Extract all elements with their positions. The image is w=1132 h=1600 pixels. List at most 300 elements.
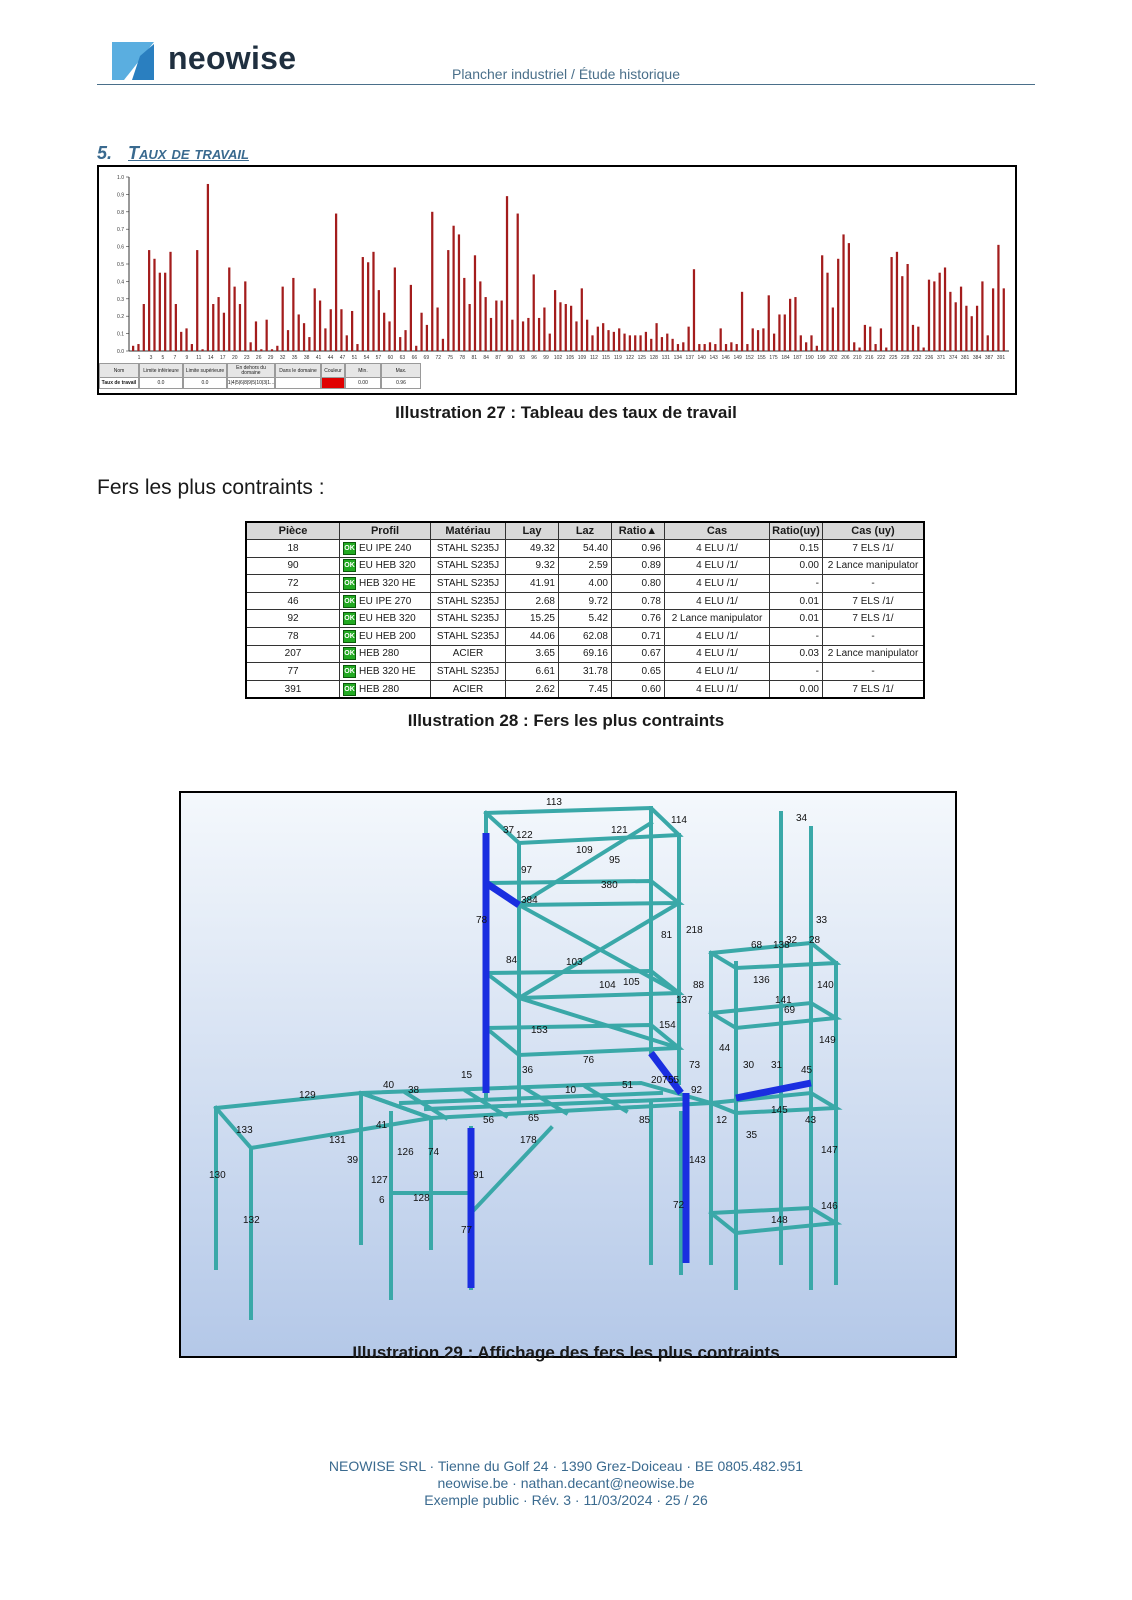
chart-bar (185, 328, 187, 351)
chart-bar (864, 325, 866, 351)
structure-3d-view (179, 791, 957, 1358)
table-header-cell[interactable]: Laz (559, 522, 612, 540)
table-cell: 4 ELU /1/ (665, 540, 770, 558)
chart-x-tick-label: 134 (673, 355, 682, 361)
header-subtitle: Plancher industriel / Étude historique (451, 66, 681, 82)
table-cell: OK EU HEB 320 (340, 610, 431, 628)
chart-bar (191, 344, 193, 351)
chart-x-tick-label: 232 (913, 355, 922, 361)
chart-bar (223, 313, 225, 351)
chart-bar (276, 346, 278, 351)
table-cell: 0.67 (612, 645, 665, 663)
table-row (246, 540, 924, 558)
chart-bar (928, 280, 930, 351)
table-cell: 7.45 (559, 680, 612, 698)
table-row (246, 680, 924, 698)
chart-x-tick-label: 225 (889, 355, 898, 361)
ok-status-icon: OK (343, 665, 356, 678)
table-cell: 2 Lance manipulator (665, 610, 770, 628)
legend-header-cell: Nom (99, 363, 139, 379)
member-id-label: 141 (775, 995, 792, 1006)
member-id-label: 73 (689, 1060, 701, 1071)
chart-bar (378, 290, 380, 351)
chart-bar (543, 308, 545, 352)
table-cell: - (823, 627, 925, 645)
chart-bar (282, 287, 284, 351)
member-id-label: 103 (566, 957, 583, 968)
header-divider (97, 84, 1035, 85)
table-cell: 4 ELU /1/ (665, 663, 770, 681)
chart-x-tick-label: 84 (483, 355, 489, 361)
chart-y-tick-label: 0.2 (117, 314, 124, 321)
member-id-label: 154 (659, 1020, 676, 1031)
member-id-label: 114 (671, 815, 687, 826)
table-cell: 5.42 (559, 610, 612, 628)
table-cell: STAHL S235J (431, 610, 506, 628)
chart-bar (244, 281, 246, 351)
chart-x-tick-label: 202 (829, 355, 838, 361)
table-cell: STAHL S235J (431, 627, 506, 645)
chart-x-tick-label: 3 (149, 355, 153, 361)
member-id-label: 55 (668, 1075, 680, 1086)
member-id-label: 380 (601, 880, 618, 891)
member-id-label: 145 (771, 1105, 788, 1116)
member-id-label: 69 (784, 1005, 796, 1016)
member-id-label: 122 (516, 830, 533, 841)
chart-bar (730, 342, 732, 351)
chart-bar (180, 332, 182, 351)
chart-bar (559, 302, 561, 351)
chart-bar (597, 327, 599, 351)
member-id-label: 218 (686, 925, 703, 936)
chart-x-tick-label: 206 (841, 355, 850, 361)
chart-x-tick-label: 381 (960, 355, 970, 361)
table-cell: OK HEB 320 HE (340, 575, 431, 593)
table-header-cell[interactable]: Pièce (246, 522, 340, 540)
chart-bar (736, 344, 738, 351)
table-cell: - (770, 627, 823, 645)
member-id-label: 143 (689, 1155, 706, 1166)
chart-y-tick-label: 0.1 (117, 331, 124, 338)
chart-x-tick-label: 38 (303, 355, 310, 361)
chart-bar (757, 330, 759, 351)
table-cell: 72 (246, 575, 340, 593)
table-cell: ACIER (431, 680, 506, 698)
chart-bar (987, 335, 989, 351)
member-id-label: 384 (521, 895, 538, 906)
member-id-label: 128 (413, 1193, 430, 1204)
chart-x-tick-label: 125 (637, 355, 647, 361)
chart-x-tick-label: 236 (925, 355, 934, 361)
chart-x-tick-label: 23 (243, 355, 250, 361)
chart-bar (314, 288, 316, 351)
chart-x-tick-label: 140 (697, 355, 706, 361)
chart-x-tick-label: 63 (399, 355, 406, 361)
chart-bar (485, 297, 487, 351)
table-cell: OK EU IPE 270 (340, 592, 431, 610)
member-id-label: 45 (801, 1065, 813, 1076)
member-id-label: 84 (506, 955, 518, 966)
chart-bar (260, 349, 262, 351)
chart-x-tick-label: 155 (757, 355, 766, 361)
table-cell: 69.16 (559, 645, 612, 663)
member-id-label: 153 (531, 1025, 548, 1036)
chart-bar (420, 313, 422, 351)
member-id-label: 95 (609, 855, 621, 866)
model-canvas (181, 793, 955, 1356)
chart-bar (479, 281, 481, 351)
member-id-label: 148 (771, 1215, 788, 1226)
member-id-label: 137 (676, 995, 693, 1006)
chart-bar (581, 288, 583, 351)
member-id-label: 140 (817, 980, 834, 991)
table-header-cell[interactable]: Matériau (431, 522, 506, 540)
chart-x-tick-label: 75 (447, 355, 454, 361)
chart-bar (549, 334, 551, 351)
chart-bar (340, 309, 342, 351)
chart-bar (474, 255, 476, 351)
chart-bar (367, 262, 369, 351)
chart-x-tick-label: 11 (196, 355, 202, 361)
chart-bar (704, 344, 706, 351)
stressed-members-table (245, 521, 925, 699)
chart-bar (554, 290, 556, 351)
chart-x-tick-label: 78 (459, 355, 466, 361)
ok-status-icon: OK (343, 612, 356, 625)
chart-bar (992, 288, 994, 351)
member-id-label: 28 (809, 935, 821, 946)
table-cell: STAHL S235J (431, 592, 506, 610)
table-cell: 41.91 (506, 575, 559, 593)
legend-header-cell: Dans le domaine (275, 363, 321, 379)
chart-bar (250, 342, 252, 351)
table-cell: 0.03 (770, 645, 823, 663)
chart-x-tick-label: 5 (161, 355, 165, 361)
member-id-label: 44 (719, 1043, 731, 1054)
chart-x-tick-label: 190 (805, 355, 814, 361)
chart-canvas (99, 167, 1015, 393)
chart-x-tick-label: 391 (996, 355, 1006, 361)
chart-bar (912, 325, 914, 351)
table-cell: 90 (246, 557, 340, 575)
table-header-cell[interactable]: Cas (665, 522, 770, 540)
member-id-label: 113 (546, 797, 562, 808)
chart-bar (463, 278, 465, 351)
chart-bar (533, 274, 535, 351)
legend-value-cell: 0.0 (139, 377, 183, 389)
table-cell: 4.00 (559, 575, 612, 593)
chart-bar (517, 214, 519, 351)
chart-bar (944, 267, 946, 351)
chart-y-tick-label: 0.3 (117, 296, 124, 303)
chart-y-tick-label: 0.9 (117, 192, 124, 199)
chart-x-tick-label: 51 (351, 355, 358, 361)
chart-bar (506, 196, 508, 351)
member-id-label: 109 (576, 845, 593, 856)
chart-x-tick-label: 143 (709, 355, 718, 361)
chart-bar (442, 339, 444, 351)
ok-status-icon: OK (343, 559, 356, 572)
chart-x-tick-label: 387 (984, 355, 994, 361)
chart-bar (404, 330, 406, 351)
chart-bar (693, 269, 695, 351)
table-cell: 77 (246, 663, 340, 681)
table-cell: 2.59 (559, 557, 612, 575)
chart-bar (415, 346, 417, 351)
legend-value-cell: 0.00 (345, 377, 381, 389)
member-id-label: 6 (379, 1195, 385, 1206)
chart-bar (196, 250, 198, 351)
chart-bar (789, 299, 791, 351)
table-row (246, 627, 924, 645)
table-cell: 46 (246, 592, 340, 610)
section-number: 5. (97, 143, 113, 163)
section-title-text: Taux de travail (128, 143, 249, 163)
chart-bar (800, 335, 802, 351)
chart-bar (965, 306, 967, 351)
chart-bar (169, 252, 171, 351)
chart-bar (591, 335, 593, 351)
chart-x-tick-label: 128 (649, 355, 658, 361)
legend-value-cell (321, 377, 345, 389)
chart-bar (383, 313, 385, 351)
chart-bar (410, 285, 412, 351)
table-cell: - (823, 663, 925, 681)
legend-value-cell: Taux de travail (99, 377, 139, 389)
member-id-label: 127 (371, 1175, 388, 1186)
ok-status-icon: OK (343, 647, 356, 660)
table-cell: 0.00 (770, 680, 823, 698)
legend-header-cell: Min. (345, 363, 381, 379)
table-header-cell[interactable]: Ratio(uy) (770, 522, 823, 540)
table-header-cell[interactable]: Ratio▲ (612, 522, 665, 540)
chart-bar (997, 245, 999, 351)
chart-bar (511, 320, 513, 351)
chart-x-tick-label: 93 (519, 355, 525, 361)
table-cell: 0.78 (612, 592, 665, 610)
chart-bar (778, 314, 780, 351)
chart-bar (768, 295, 770, 351)
chart-bar (762, 328, 764, 351)
table-cell: 9.72 (559, 592, 612, 610)
member-id-label: 149 (819, 1035, 836, 1046)
chart-bar (933, 281, 935, 351)
chart-x-tick-label: 99 (543, 355, 549, 361)
chart-bar (618, 328, 620, 351)
table-cell: 391 (246, 680, 340, 698)
table-cell: 0.15 (770, 540, 823, 558)
legend-header-cell: Couleur (321, 363, 345, 379)
legend-header-cell: Max. (381, 363, 421, 379)
chart-x-tick-label: 7 (173, 355, 177, 361)
chart-bar (885, 348, 887, 351)
chart-bar (677, 344, 679, 351)
ok-status-icon: OK (343, 542, 356, 555)
table-cell: 2.62 (506, 680, 559, 698)
member-id-label: 133 (236, 1125, 253, 1136)
table-cell: 7 ELS /1/ (823, 610, 925, 628)
chart-bar (607, 330, 609, 351)
table-cell: - (823, 575, 925, 593)
chart-bar (436, 308, 438, 352)
member-id-label: 126 (397, 1147, 414, 1158)
member-id-label: 41 (376, 1120, 388, 1131)
chart-x-tick-label: 26 (255, 355, 262, 361)
chart-bar (725, 344, 727, 351)
chart-bar (960, 287, 962, 351)
chart-bar (362, 257, 364, 351)
chart-bar (773, 334, 775, 351)
chart-x-tick-label: 81 (471, 355, 478, 361)
chart-bar (153, 259, 155, 351)
chart-bar (623, 334, 625, 351)
chart-x-tick-label: 228 (901, 355, 910, 361)
member-id-label: 65 (528, 1113, 540, 1124)
member-id-label: 37 (503, 825, 515, 836)
table-cell: STAHL S235J (431, 663, 506, 681)
member-id-label: 129 (299, 1090, 316, 1101)
table-cell: 7 ELS /1/ (823, 540, 925, 558)
table-row (246, 663, 924, 681)
chart-x-tick-label: 371 (936, 355, 946, 361)
chart-bar (175, 304, 177, 351)
chart-bar (971, 316, 973, 351)
chart-x-tick-label: 149 (733, 355, 742, 361)
chart-bar (714, 344, 716, 351)
member-id-label: 131 (329, 1135, 346, 1146)
brand-name: neowise (168, 40, 297, 76)
chart-bar (233, 287, 235, 351)
chart-bar (1003, 288, 1005, 351)
chart-bar (330, 309, 332, 351)
legend-value-cell: 0.0 (183, 377, 227, 389)
chart-x-tick-label: 146 (721, 355, 730, 361)
chart-bar (784, 314, 786, 351)
table-row (246, 575, 924, 593)
chart-x-tick-label: 199 (817, 355, 826, 361)
ok-status-icon: OK (343, 683, 356, 696)
member-id-label: 78 (476, 915, 488, 926)
table-cell: 4 ELU /1/ (665, 557, 770, 575)
member-id-label: 121 (611, 825, 628, 836)
table-cell: - (770, 663, 823, 681)
chart-bar (629, 335, 631, 351)
table-cell: 0.80 (612, 575, 665, 593)
chart-bar (458, 234, 460, 351)
chart-bar (901, 276, 903, 351)
table-cell: - (770, 575, 823, 593)
chart-bar (565, 304, 567, 351)
table-header-row (246, 522, 924, 540)
chart-bar (346, 335, 348, 351)
member-id-label: 43 (805, 1115, 817, 1126)
table-cell: 7 ELS /1/ (823, 592, 925, 610)
chart-x-tick-label: 119 (613, 355, 622, 361)
chart-bar (351, 311, 353, 351)
table-row (246, 645, 924, 663)
legend-header-cell: Limite inférieure (139, 363, 183, 379)
chart-bar (447, 250, 449, 351)
table-cell: 0.65 (612, 663, 665, 681)
chart-bar (810, 335, 812, 351)
table-cell: 3.65 (506, 645, 559, 663)
chart-x-tick-label: 66 (411, 355, 418, 361)
section-title (97, 143, 249, 164)
chart-bar (666, 334, 668, 351)
chart-bar (720, 328, 722, 351)
chart-x-tick-label: 96 (531, 355, 537, 361)
table-header-cell[interactable]: Cas (uy) (823, 522, 925, 540)
chart-bar (469, 304, 471, 351)
chart-bar (602, 323, 604, 351)
member-id-label: 40 (383, 1080, 395, 1091)
caption-illustration-29: Illustration 29 : Affichage des fers les plus contraints (352, 1343, 780, 1362)
table-cell: STAHL S235J (431, 540, 506, 558)
chart-bar (201, 349, 203, 351)
member-id-label: 76 (583, 1055, 595, 1066)
member-id-label: 74 (428, 1147, 440, 1158)
table-cell: 7 ELS /1/ (823, 680, 925, 698)
chart-bar (356, 344, 358, 351)
chart-bar (228, 267, 230, 351)
chart-bar (207, 184, 209, 351)
chart-x-tick-label: 72 (435, 355, 442, 361)
member-id-label: 147 (821, 1145, 838, 1156)
legend-value-cell: 1|4|5|6|8|9|5|10|3|1... (227, 377, 275, 389)
table-cell: OK EU IPE 240 (340, 540, 431, 558)
footer-revision: Exemple public · Rév. 3 · 11/03/2024 · 25 / 26 (424, 1492, 708, 1508)
chart-x-tick-label: 29 (267, 355, 274, 361)
table-cell: OK EU HEB 320 (340, 557, 431, 575)
chart-bar (137, 344, 139, 351)
chart-bar (148, 250, 150, 351)
chart-bar (164, 273, 166, 351)
table-cell: 0.89 (612, 557, 665, 575)
chart-bar (923, 348, 925, 351)
chart-bar (655, 323, 657, 351)
chart-bar (939, 273, 941, 351)
member-id-label: 10 (565, 1085, 577, 1096)
legend-header-cell: En dehors du domaine (227, 363, 275, 379)
member-id-label: 104 (599, 980, 616, 991)
chart-bar (287, 330, 289, 351)
chart-y-tick-label: 0.6 (117, 244, 124, 251)
chart-x-tick-label: 216 (865, 355, 874, 361)
member-id-label: 105 (623, 977, 640, 988)
ok-status-icon: OK (343, 595, 356, 608)
chart-bar (372, 252, 374, 351)
chart-x-tick-label: 90 (507, 355, 513, 361)
chart-bar (399, 337, 401, 351)
ok-status-icon: OK (343, 577, 356, 590)
chart-bar (570, 306, 572, 351)
chart-x-tick-label: 122 (625, 355, 635, 361)
table-header-cell[interactable]: Profil (340, 522, 431, 540)
chart-bar (292, 278, 294, 351)
chart-bar (298, 314, 300, 351)
chart-bar (634, 335, 636, 351)
table-cell: OK EU HEB 200 (340, 627, 431, 645)
chart-y-tick-label: 0.0 (117, 349, 124, 355)
table-cell: 2 Lance manipulator (823, 557, 925, 575)
table-header-cell[interactable]: Lay (506, 522, 559, 540)
member-id-label: 33 (816, 915, 828, 926)
chart-x-tick-label: 210 (853, 355, 862, 361)
chart-x-tick-label: 35 (291, 355, 298, 361)
chart-x-tick-label: 184 (781, 355, 790, 361)
member-id-label: 32 (786, 935, 798, 946)
chart-bar (837, 259, 839, 351)
